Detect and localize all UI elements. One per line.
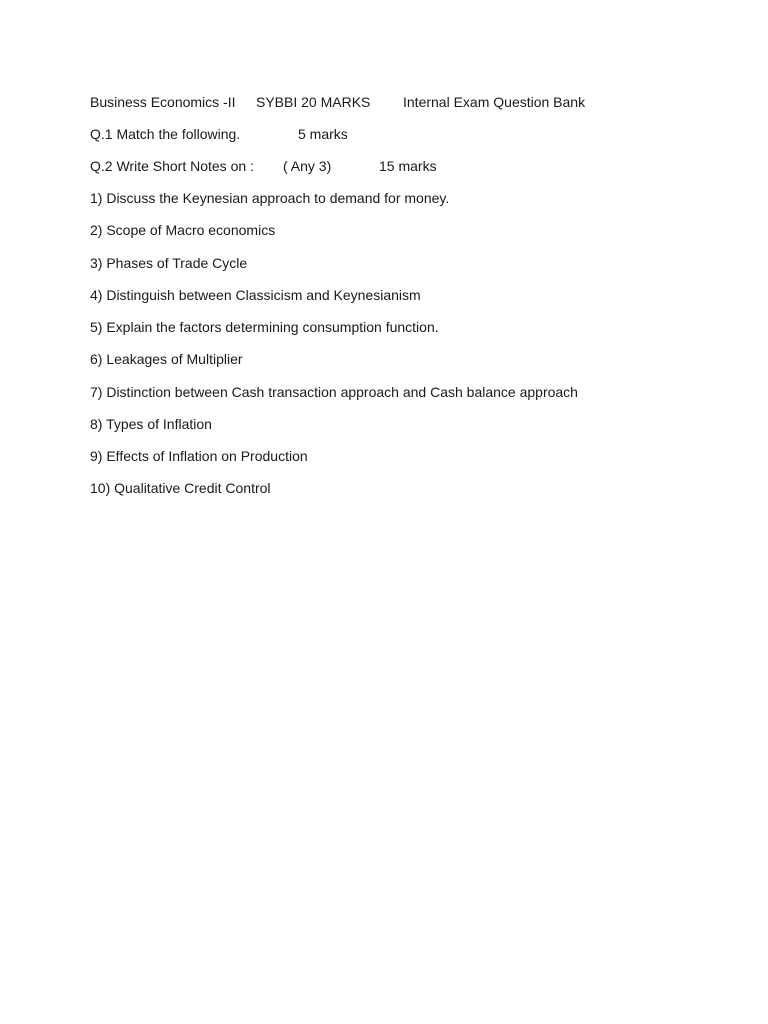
question-item: 5) Explain the factors determining consumption function. (90, 319, 439, 335)
question-2-choice: ( Any 3) (283, 158, 332, 174)
course-title: Business Economics -II (90, 94, 236, 110)
header-line (90, 94, 690, 112)
question-item: 9) Effects of Inflation on Production (90, 448, 308, 464)
document-title: Internal Exam Question Bank (403, 94, 586, 110)
question-2-marks: 15 marks (379, 158, 437, 174)
question-item: 2) Scope of Macro economics (90, 222, 276, 238)
question-1-marks: 5 marks (298, 126, 348, 142)
question-item: 6) Leakages of Multiplier (90, 351, 243, 367)
question-item: 3) Phases of Trade Cycle (90, 255, 248, 271)
question-1-label: Q.1 Match the following. (90, 126, 241, 142)
question-2-line (90, 158, 690, 176)
question-1-line (90, 126, 690, 144)
class-marks: SYBBI 20 MARKS (256, 94, 371, 110)
question-item: 4) Distinguish between Classicism and Keynesianism (90, 287, 421, 303)
question-item: 10) Qualitative Credit Control (90, 480, 271, 496)
question-2-label: Q.2 Write Short Notes on : (90, 158, 254, 174)
question-item: 1) Discuss the Keynesian approach to demand for money. (90, 190, 450, 206)
question-item: 8) Types of Inflation (90, 416, 212, 432)
question-item: 7) Distinction between Cash transaction approach and Cash balance approach (90, 384, 578, 400)
